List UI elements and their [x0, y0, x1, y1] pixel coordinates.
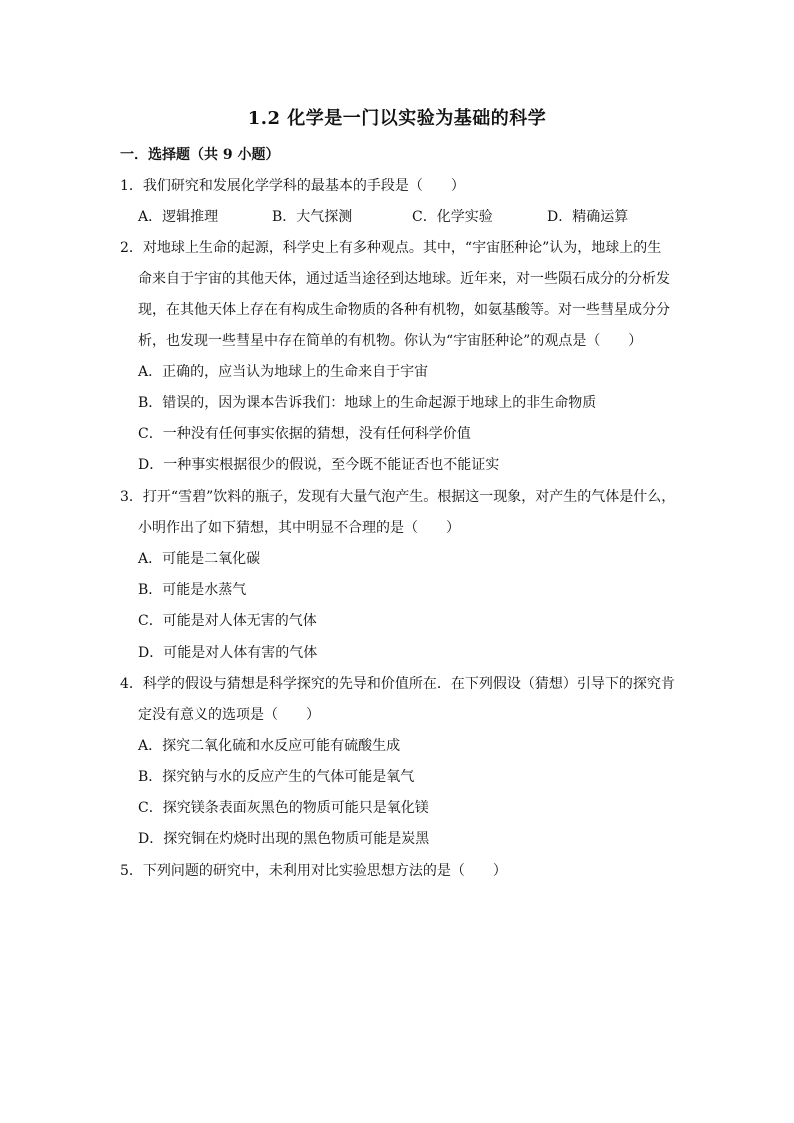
question-3-option-d: D．可能是对人体有害的气体	[138, 645, 318, 661]
question-2-option-b: B．错误的，因为课本告诉我们：地球上的生命起源于地球上的非生命物质	[138, 395, 597, 411]
question-5-stem: 5．下列问题的研究中，未利用对比实验思想方法的是（ ）	[120, 863, 507, 879]
question-4-option-b: B．探究钠与水的反应产生的气体可能是氧气	[138, 769, 415, 785]
question-4-line-2: 定没有意义的选项是（ ）	[138, 707, 320, 723]
question-1-option-b: B．大气探测	[272, 209, 353, 225]
question-4-option-c: C．探究镁条表面灰黑色的物质可能只是氧化镁	[138, 800, 429, 816]
question-2-option-d: D．一种事实根据很少的假说，至今既不能证否也不能证实	[138, 457, 500, 473]
question-1-option-c: C．化学实验	[412, 209, 493, 225]
question-2-line-3: 现，在其他天体上存在有构成生命物质的各种有机物，如氨基酸等。对一些彗星成分分	[138, 302, 670, 318]
question-2-option-c: C．一种没有任何事实依据的猜想，没有任何科学价值	[138, 426, 471, 442]
question-2-line-2: 命来自于宇宙的其他天体，通过适当途径到达地球。近年来，对一些陨石成分的分析发	[138, 271, 670, 287]
question-1-stem: 1．我们研究和发展化学学科的最基本的手段是（ ）	[120, 178, 465, 194]
question-2-line-4: 析，也发现一些彗星中存在简单的有机物。你认为“宇宙胚种论”的观点是（ ）	[138, 333, 643, 349]
question-2-option-a: A．正确的，应当认为地球上的生命来自于宇宙	[138, 364, 429, 380]
question-3-option-c: C．可能是对人体无害的气体	[138, 613, 317, 629]
question-1-options	[138, 207, 658, 227]
question-2-line-1: 2．对地球上生命的起源，科学史上有多种观点。其中，“宇宙胚种论”认为，地球上的生	[120, 240, 662, 256]
section-heading: 一．选择题（共 9 小题）	[120, 147, 280, 163]
question-3-option-b: B．可能是水蒸气	[138, 582, 247, 598]
question-4-line-1: 4．科学的假设与猜想是科学探究的先导和价值所在．在下列假设（猜想）引导下的探究肯	[120, 676, 675, 692]
page-title: 1.2 化学是一门以实验为基础的科学	[247, 108, 547, 129]
question-3-option-a: A．可能是二氧化碳	[138, 551, 261, 567]
question-4-option-a: A．探究二氧化硫和水反应可能有硫酸生成	[138, 738, 401, 754]
question-4-option-d: D．探究铜在灼烧时出现的黑色物质可能是炭黑	[138, 831, 430, 847]
question-3-line-2: 小明作出了如下猜想，其中明显不合理的是（ ）	[138, 520, 460, 536]
question-1-option-a: A．逻辑推理	[138, 209, 219, 225]
question-3-line-1: 3．打开“雪碧”饮料的瓶子，发现有大量气泡产生。根据这一现象，对产生的气体是什么，	[120, 489, 676, 505]
question-1-option-d: D．精确运算	[547, 209, 629, 225]
